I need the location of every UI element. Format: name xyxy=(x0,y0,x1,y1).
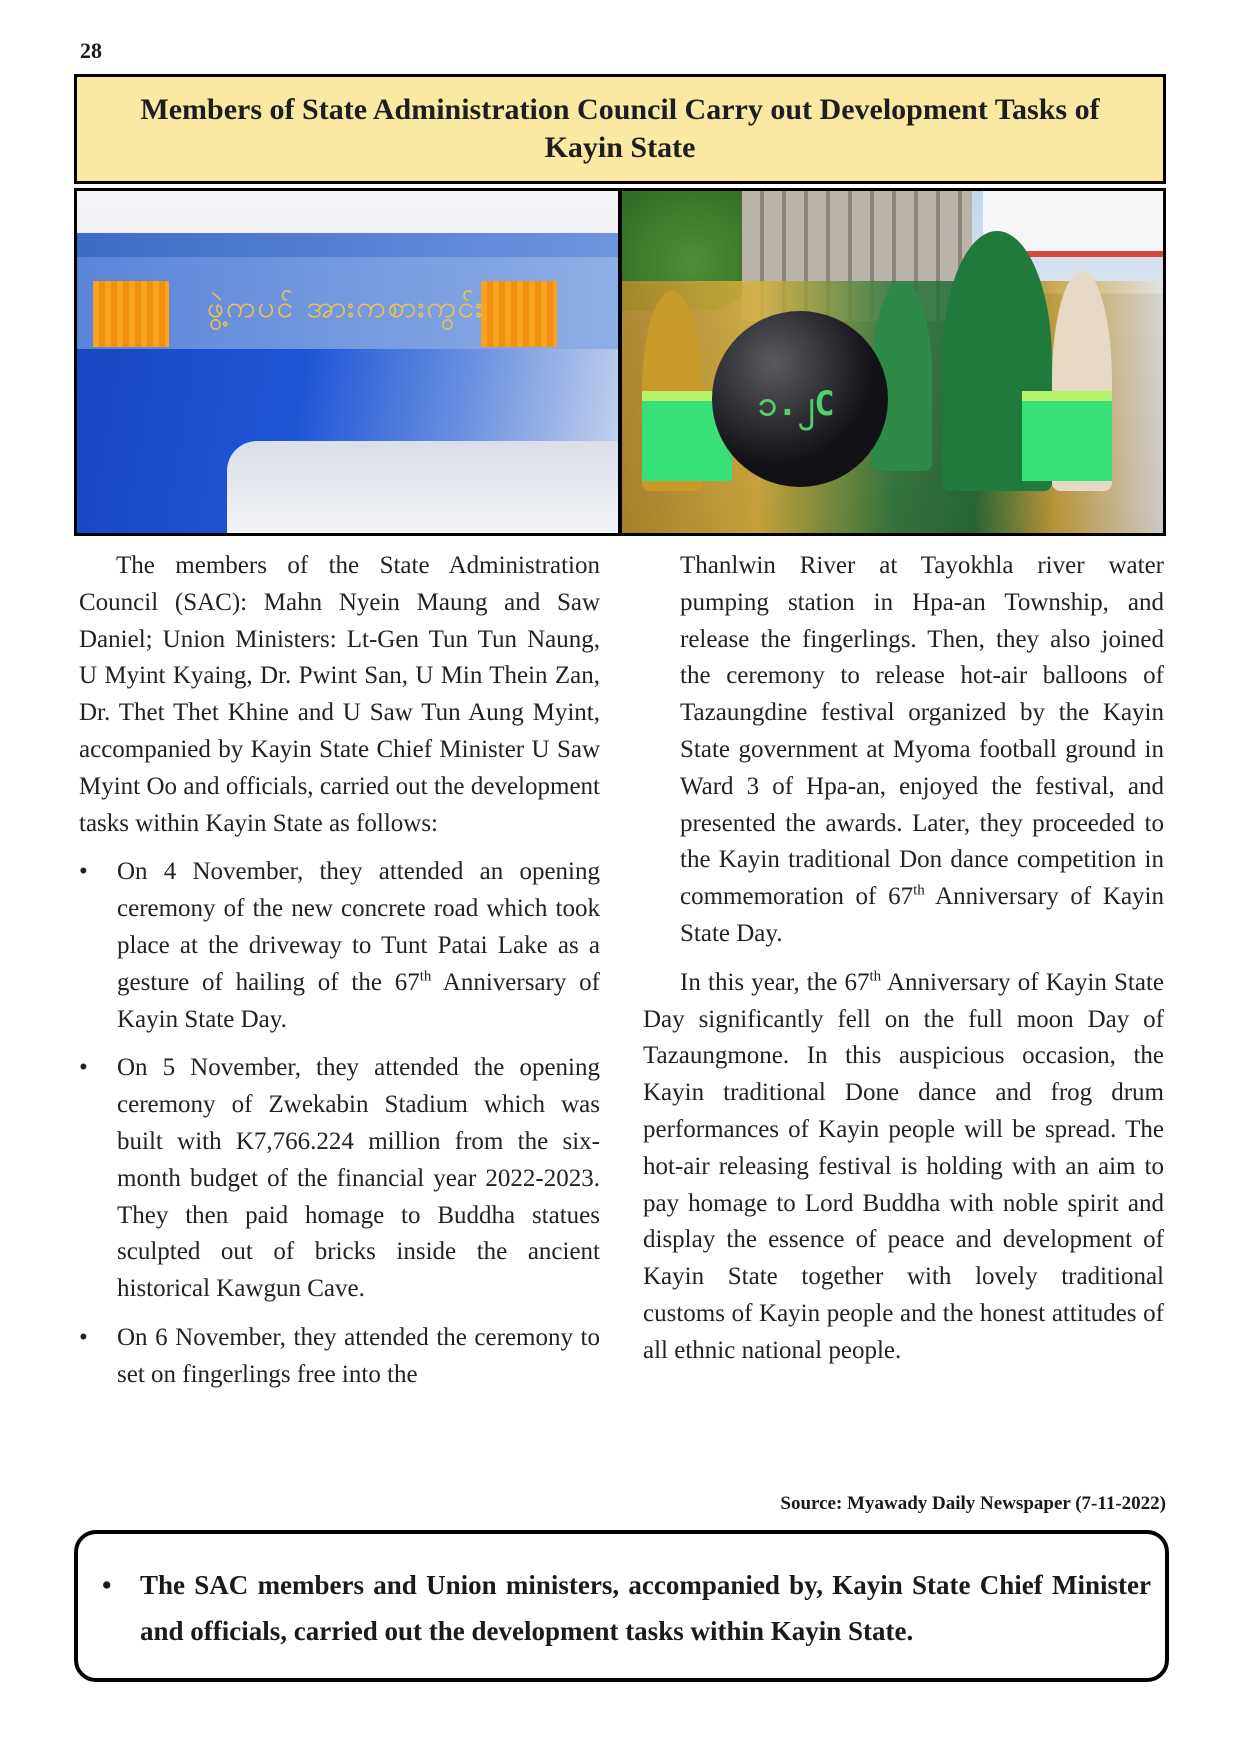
balloon-globe xyxy=(712,311,888,487)
stadium-building-photo xyxy=(77,191,618,533)
title-box xyxy=(74,74,1166,184)
continued-paragraph: Thanlwin River at Tayokhla river water pumping station in Hpa-an Township, and release the fingerlings. Then, they also joined the ceremony to release hot-air balloons of Tazaungdine festival organized by the Kayin State government at Myoma football ground in Ward 3 of Hpa-an, enjoyed the festival, and presented the awards. Later, they proceeded to the Kayin traditional Don dance competition in commemoration of 67th Anniversary of Kayin State Day. xyxy=(680,552,1164,947)
page-number: 28 xyxy=(80,38,102,63)
gift-basket xyxy=(1022,391,1112,481)
photo-strip xyxy=(74,188,1166,536)
building-sign-text: ဖွဲ့ကပင် အားကစားကွင်း xyxy=(207,290,485,325)
right-column xyxy=(643,548,1164,1382)
left-column xyxy=(79,548,600,1406)
intro-paragraph: The members of the State Administration Council (SAC): Mahn Nyein Maung and Saw Daniel; Union Ministers: Lt-Gen Tun Tun Naung, U Myint Kyaing, Dr. Pwint San, U Min Thein Zan, Dr. Thet Thet Khine and U Saw Tun Aung Myint, accompanied by Kayin State Chief Minister U Saw Myint Oo and officials, carried out the development tasks within Kayin State as follows: xyxy=(79,552,600,837)
list-item: • On 5 November, they attended the opening ceremony of Zwekabin Stadium which was built with K7,766.224 million from the six-month budget of the financial year 2022-2023. They then paid homage to Buddha statues sculpted out of bricks inside the ancient historical Kawgun Cave. xyxy=(79,1050,600,1308)
ceremony-photo xyxy=(622,191,1163,533)
list-item: • On 4 November, they attended an opening ceremony of the new concrete road which took place at the driveway to Tunt Patai Lake as a gesture of hailing of the 67th Anniversary of Kayin State Day. xyxy=(79,854,600,1038)
bullet: • xyxy=(102,1570,112,1600)
bullet: • xyxy=(79,858,88,886)
orange-curtain-right xyxy=(481,281,557,347)
summary-box xyxy=(74,1530,1169,1682)
summary-text: The SAC members and Union ministers, accompanied by, Kayin State Chief Minister and officials, carried out the development tasks within Kayin State. xyxy=(140,1570,1151,1646)
bullet: • xyxy=(79,1054,88,1082)
bullet: • xyxy=(79,1323,88,1351)
body-paragraph: In this year, the 67th Anniversary of Kayin State Day significantly fell on the full moon Day of Tazaungmone. In this auspicious occasion, the Kayin traditional Done dance and frog drum performances of Kayin people will be spread. The hot-air releasing festival is holding with an aim to pay homage to Lord Buddha with noble spirit and display the essence of peace and development of Kayin State together with lovely traditional customs of Kayin people and the honest attitudes of all ethnic national people. xyxy=(643,968,1164,1364)
event-list xyxy=(79,854,600,1393)
globe-text: ၁.၂C xyxy=(758,384,835,424)
list-item: • On 6 November, they attended the ceremony to set on fingerlings free into the xyxy=(79,1320,600,1394)
article-title: Members of State Administration Council Carry out Development Tasks of Kayin State xyxy=(140,93,1100,164)
orange-curtain-left xyxy=(93,281,169,347)
source-credit: Source: Myawady Daily Newspaper (7-11-2022) xyxy=(780,1493,1166,1514)
